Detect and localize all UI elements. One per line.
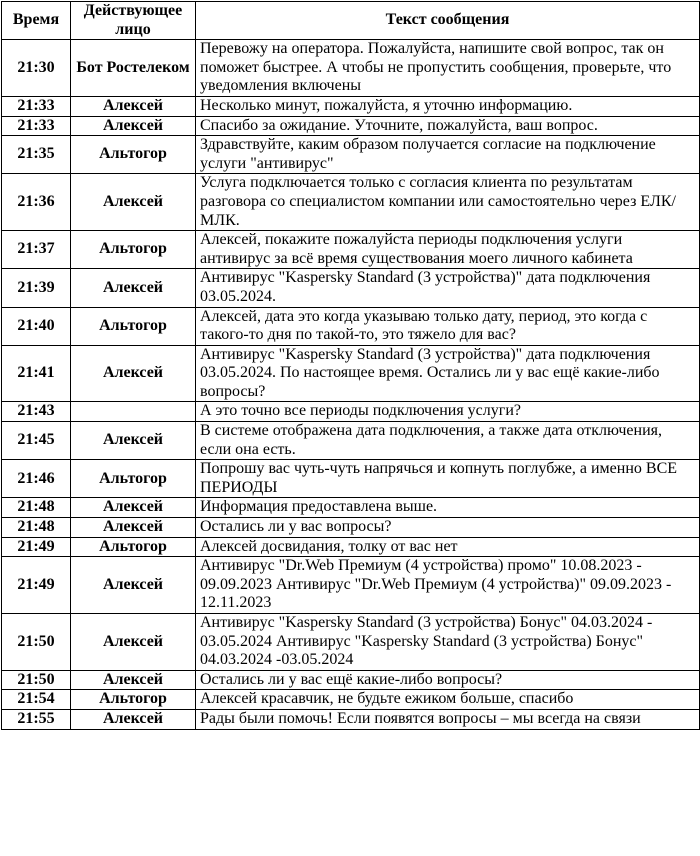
row-time: 21:50 xyxy=(2,670,71,690)
row-message: Остались ли у вас ещё какие-либо вопросы? xyxy=(196,670,700,690)
row-message: А это точно все периоды подключения услуги? xyxy=(196,402,700,422)
table-row xyxy=(2,96,700,116)
table-row xyxy=(2,537,700,557)
row-time: 21:33 xyxy=(2,96,71,116)
row-message: В системе отображена дата подключения, а также дата отключения, если она есть. xyxy=(196,422,700,460)
row-actor: Алексей xyxy=(71,670,196,690)
row-time: 21:49 xyxy=(2,537,71,557)
row-actor: Алексей xyxy=(71,422,196,460)
row-message: Попрошу вас чуть-чуть напрячься и копнуть поглубже, а именно ВСЕ ПЕРИОДЫ xyxy=(196,460,700,498)
table-row xyxy=(2,709,700,729)
table-row xyxy=(2,614,700,671)
table-row xyxy=(2,422,700,460)
row-time: 21:55 xyxy=(2,709,71,729)
row-time: 21:43 xyxy=(2,402,71,422)
row-time: 21:48 xyxy=(2,498,71,518)
row-time: 21:48 xyxy=(2,518,71,538)
row-actor: Алексей xyxy=(71,345,196,402)
table-row xyxy=(2,40,700,97)
row-actor: Альтогор xyxy=(71,537,196,557)
table-row xyxy=(2,690,700,710)
row-message: Информация предоставлена выше. xyxy=(196,498,700,518)
table-header-row xyxy=(2,2,700,40)
row-message: Алексей досвидания, толку от вас нет xyxy=(196,537,700,557)
row-actor: Альтогор xyxy=(71,690,196,710)
row-actor: Бот Ростелеком xyxy=(71,40,196,97)
row-message: Антивирус "Kaspersky Standard (3 устройства)" дата подключения 03.05.2024. По настоящее время. Остались ли у вас ещё какие-либо вопросы? xyxy=(196,345,700,402)
table-row xyxy=(2,307,700,345)
row-message: Остались ли у вас вопросы? xyxy=(196,518,700,538)
table-row xyxy=(2,498,700,518)
table-row xyxy=(2,174,700,231)
table-body xyxy=(2,40,700,729)
row-actor: Альтогор xyxy=(71,460,196,498)
header-time: Время xyxy=(2,2,71,40)
row-time: 21:37 xyxy=(2,231,71,269)
row-actor: Алексей xyxy=(71,116,196,136)
row-time: 21:54 xyxy=(2,690,71,710)
row-time: 21:49 xyxy=(2,557,71,614)
row-actor: Алексей xyxy=(71,269,196,307)
table-row xyxy=(2,231,700,269)
row-time: 21:50 xyxy=(2,614,71,671)
row-time: 21:45 xyxy=(2,422,71,460)
row-actor: Альтогор xyxy=(71,307,196,345)
table-row xyxy=(2,116,700,136)
row-time: 21:46 xyxy=(2,460,71,498)
row-actor: Алексей xyxy=(71,557,196,614)
header-message: Текст сообщения xyxy=(196,2,700,40)
header-actor: Действующее лицо xyxy=(71,2,196,40)
table-row xyxy=(2,670,700,690)
row-message: Спасибо за ожидание. Уточните, пожалуйста, ваш вопрос. xyxy=(196,116,700,136)
row-time: 21:39 xyxy=(2,269,71,307)
row-actor xyxy=(71,402,196,422)
table-row xyxy=(2,518,700,538)
row-time: 21:33 xyxy=(2,116,71,136)
row-message: Алексей красавчик, не будьте ежиком больше, спасибо xyxy=(196,690,700,710)
row-message: Антивирус "Dr.Web Премиум (4 устройства) промо" 10.08.2023 - 09.09.2023 Антивирус "Dr.Web Премиум (4 устройства)" 09.09.2023 - 12.11.2023 xyxy=(196,557,700,614)
row-message: Несколько минут, пожалуйста, я уточню информацию. xyxy=(196,96,700,116)
row-actor: Алексей xyxy=(71,174,196,231)
row-actor: Алексей xyxy=(71,614,196,671)
row-message: Алексей, покажите пожалуйста периоды подключения услуги антивирус за всё время существования моего личного кабинета xyxy=(196,231,700,269)
table-row xyxy=(2,557,700,614)
row-message: Антивирус "Kaspersky Standard (3 устройства) Бонус" 04.03.2024 - 03.05.2024 Антивирус "Kaspersky Standard (3 устройства) Бонус" 04.03.2024 -03.05.2024 xyxy=(196,614,700,671)
row-message: Рады были помочь! Если появятся вопросы – мы всегда на связи xyxy=(196,709,700,729)
table-row xyxy=(2,402,700,422)
table-row xyxy=(2,345,700,402)
row-actor: Альтогор xyxy=(71,231,196,269)
row-message: Алексей, дата это когда указываю только дату, период, это когда с такого-то дня по такой-то, это тяжело для вас? xyxy=(196,307,700,345)
row-time: 21:36 xyxy=(2,174,71,231)
row-actor: Алексей xyxy=(71,498,196,518)
chat-log-table xyxy=(1,1,700,730)
row-actor: Алексей xyxy=(71,518,196,538)
table-row xyxy=(2,269,700,307)
table-row xyxy=(2,460,700,498)
row-time: 21:41 xyxy=(2,345,71,402)
row-time: 21:40 xyxy=(2,307,71,345)
row-time: 21:35 xyxy=(2,136,71,174)
row-actor: Альтогор xyxy=(71,136,196,174)
row-message: Перевожу на оператора. Пожалуйста, напишите свой вопрос, так он поможет быстрее. А чтобы не пропустить сообщения, проверьте, что уведомления включены xyxy=(196,40,700,97)
row-message: Услуга подключается только с согласия клиента по результатам разговора со специалистом компании или самостоятельно через ЕЛК/МЛК. xyxy=(196,174,700,231)
row-actor: Алексей xyxy=(71,709,196,729)
row-message: Здравствуйте, каким образом получается согласие на подключение услуги "антивирус" xyxy=(196,136,700,174)
row-actor: Алексей xyxy=(71,96,196,116)
table-row xyxy=(2,136,700,174)
row-message: Антивирус "Kaspersky Standard (3 устройства)" дата подключения 03.05.2024. xyxy=(196,269,700,307)
row-time: 21:30 xyxy=(2,40,71,97)
